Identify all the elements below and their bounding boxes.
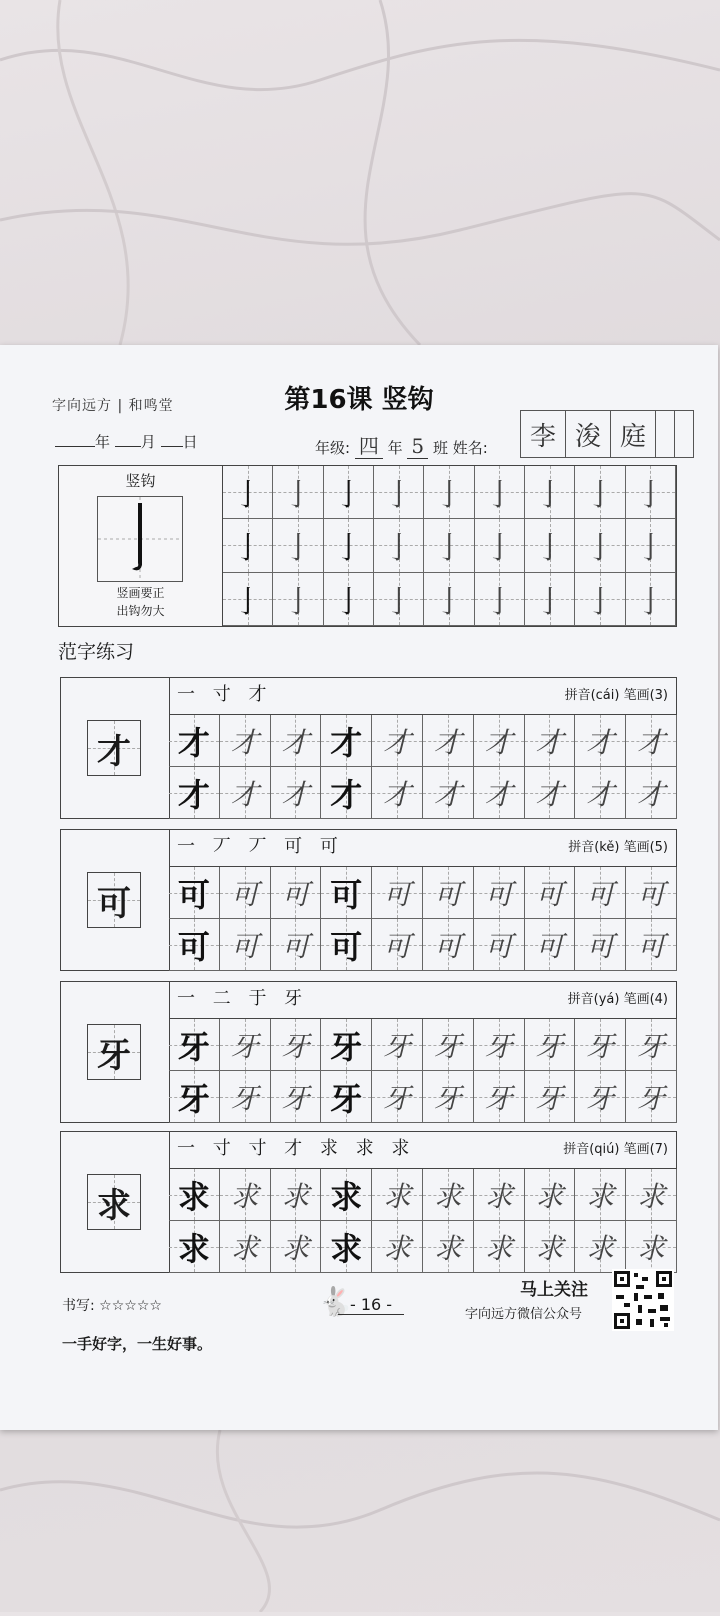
practice-handwritten-cell: 求 (372, 1169, 423, 1221)
char-block-ya (60, 981, 677, 1123)
practice-handwritten-cell: 才 (271, 715, 322, 767)
practice-handwritten-cell: 可 (575, 919, 626, 971)
name-char-2: 浚 (566, 411, 611, 457)
practice-model-cell: 可 (321, 919, 372, 971)
practice-handwritten-cell: 才 (423, 767, 474, 819)
practice-handwritten-cell: 牙 (525, 1071, 576, 1123)
practice-handwritten-cell: 才 (271, 767, 322, 819)
stroke-practice-cell: 亅 (424, 573, 474, 626)
stroke-practice-cell: 亅 (273, 519, 323, 572)
practice-handwritten-cell: 牙 (271, 1071, 322, 1123)
practice-handwritten-cell: 牙 (372, 1071, 423, 1123)
stroke-practice-cell: 亅 (475, 466, 525, 519)
practice-model-cell: 才 (321, 715, 372, 767)
date-day-label: 日 (182, 433, 198, 451)
brand-logo: 字向远方 | 和鸣堂 (52, 398, 174, 414)
follow-subtitle: 字向远方微信公众号 (465, 1307, 583, 1322)
stroke-practice-cell: 亅 (575, 573, 625, 626)
practice-model-cell: 求 (321, 1169, 372, 1221)
practice-handwritten-cell: 求 (423, 1221, 474, 1273)
date-month-label: 月 (140, 433, 156, 451)
name-char-5 (675, 411, 693, 457)
stroke-practice-cell: 亅 (626, 573, 676, 626)
practice-model-cell: 牙 (169, 1019, 220, 1071)
lesson-title: 第16课 竖钩 (284, 385, 434, 415)
page-number: - 16 - (338, 1295, 404, 1315)
practice-handwritten-cell: 才 (372, 715, 423, 767)
practice-handwritten-cell: 求 (271, 1169, 322, 1221)
stroke-practice-cell: 亅 (223, 519, 273, 572)
char-block-ke (60, 829, 677, 971)
practice-handwritten-cell: 才 (525, 767, 576, 819)
practice-handwritten-cell: 可 (474, 867, 525, 919)
stroke-tip-2: 出钩勿大 (116, 604, 165, 618)
practice-handwritten-cell: 可 (271, 919, 322, 971)
grade-label: 年级: (315, 439, 351, 457)
practice-handwritten-cell: 可 (220, 919, 271, 971)
practice-handwritten-cell: 可 (372, 919, 423, 971)
stroke-tip-1: 竖画要正 (116, 586, 165, 600)
stroke-panel-title: 竖钩 (125, 472, 156, 490)
stroke-demo-panel (58, 465, 223, 627)
stroke-practice-cell: 亅 (223, 573, 273, 626)
practice-grid-cai (169, 714, 677, 819)
stroke-order-ya: 一 二 于 牙 (177, 988, 309, 1009)
practice-model-cell: 可 (321, 867, 372, 919)
motto: 一手好字，一生好事。 (62, 1335, 213, 1353)
writing-score: 书写: ☆☆☆☆☆ (62, 1298, 162, 1314)
stroke-practice-cell: 亅 (374, 466, 424, 519)
name-char-3: 庭 (611, 411, 656, 457)
practice-handwritten-cell: 求 (626, 1169, 677, 1221)
practice-grid-ya (169, 1018, 677, 1123)
practice-handwritten-cell: 才 (423, 715, 474, 767)
practice-handwritten-cell: 求 (220, 1169, 271, 1221)
stroke-order-ke: 一 丆 丆 可 可 (177, 836, 344, 857)
practice-handwritten-cell: 才 (575, 715, 626, 767)
practice-handwritten-cell: 可 (423, 919, 474, 971)
model-char-cai: 才 (87, 720, 141, 776)
practice-handwritten-cell: 可 (474, 919, 525, 971)
practice-handwritten-cell: 牙 (626, 1019, 677, 1071)
practice-handwritten-cell: 才 (220, 767, 271, 819)
stroke-practice-grid (222, 465, 677, 627)
stroke-order-cai: 一 寸 才 (177, 684, 273, 705)
practice-handwritten-cell: 牙 (423, 1071, 474, 1123)
practice-handwritten-cell: 才 (525, 715, 576, 767)
stroke-practice-cell: 亅 (626, 466, 676, 519)
stroke-demo-diagram (97, 496, 183, 582)
practice-handwritten-cell: 牙 (372, 1019, 423, 1071)
stroke-practice-cell: 亅 (475, 573, 525, 626)
practice-handwritten-cell: 牙 (220, 1019, 271, 1071)
char-block-qiu (60, 1131, 677, 1273)
stroke-practice-cell: 亅 (324, 466, 374, 519)
date-line (55, 430, 198, 452)
worksheet-page (0, 345, 718, 1430)
practice-handwritten-cell: 可 (626, 919, 677, 971)
practice-handwritten-cell: 才 (626, 715, 677, 767)
model-char-qiu: 求 (87, 1174, 141, 1230)
stroke-practice-cell: 亅 (525, 466, 575, 519)
practice-handwritten-cell: 可 (271, 867, 322, 919)
stroke-practice-cell: 亅 (424, 466, 474, 519)
practice-handwritten-cell: 才 (372, 767, 423, 819)
stroke-practice-cell: 亅 (223, 466, 273, 519)
practice-handwritten-cell: 求 (271, 1221, 322, 1273)
stroke-practice-cell: 亅 (575, 466, 625, 519)
practice-grid-qiu (169, 1168, 677, 1273)
practice-model-cell: 才 (169, 767, 220, 819)
practice-handwritten-cell: 牙 (626, 1071, 677, 1123)
practice-handwritten-cell: 求 (575, 1169, 626, 1221)
stroke-practice-cell: 亅 (575, 519, 625, 572)
practice-handwritten-cell: 求 (423, 1169, 474, 1221)
stroke-practice-cell: 亅 (374, 573, 424, 626)
stroke-order-qiu: 一 寸 寸 才 求 求 求 (177, 1138, 416, 1159)
practice-handwritten-cell: 牙 (575, 1071, 626, 1123)
practice-model-cell: 可 (169, 919, 220, 971)
stroke-practice-cell: 亅 (525, 573, 575, 626)
stroke-practice-cell: 亅 (626, 519, 676, 572)
stroke-practice-cell: 亅 (424, 519, 474, 572)
practice-handwritten-cell: 求 (372, 1221, 423, 1273)
practice-handwritten-cell: 可 (220, 867, 271, 919)
practice-model-cell: 才 (169, 715, 220, 767)
practice-handwritten-cell: 才 (575, 767, 626, 819)
practice-model-cell: 求 (169, 1221, 220, 1273)
qr-code-icon[interactable] (612, 1269, 674, 1331)
stroke-practice-cell: 亅 (475, 519, 525, 572)
practice-handwritten-cell: 牙 (474, 1071, 525, 1123)
grade-value: 四 (355, 434, 383, 459)
practice-handwritten-cell: 牙 (525, 1019, 576, 1071)
quilt-background-bottom (0, 1430, 720, 1612)
class-name-label: 班 姓名: (432, 439, 488, 457)
practice-handwritten-cell: 牙 (474, 1019, 525, 1071)
practice-handwritten-cell: 才 (626, 767, 677, 819)
practice-handwritten-cell: 可 (525, 919, 576, 971)
practice-handwritten-cell: 才 (220, 715, 271, 767)
char-block-cai (60, 677, 677, 819)
name-char-4 (656, 411, 675, 457)
practice-model-cell: 才 (321, 767, 372, 819)
practice-model-cell: 求 (321, 1221, 372, 1273)
stroke-practice-cell: 亅 (273, 573, 323, 626)
practice-handwritten-cell: 牙 (220, 1071, 271, 1123)
practice-handwritten-cell: 可 (525, 867, 576, 919)
practice-handwritten-cell: 求 (474, 1221, 525, 1273)
practice-model-cell: 牙 (321, 1071, 372, 1123)
practice-handwritten-cell: 才 (474, 715, 525, 767)
pinyin-meta-ya: 拼音(yá) 笔画(4) (567, 992, 668, 1007)
practice-handwritten-cell: 牙 (271, 1019, 322, 1071)
model-char-ke: 可 (87, 872, 141, 928)
rabbit-icon: 🐇 (318, 1285, 353, 1318)
grade-year-suffix: 年 (387, 439, 403, 457)
practice-model-cell: 牙 (169, 1071, 220, 1123)
follow-title: 马上关注 (520, 1280, 588, 1300)
pinyin-meta-ke: 拼音(kě) 笔画(5) (568, 840, 668, 855)
pinyin-meta-cai: 拼音(cái) 笔画(3) (564, 688, 668, 703)
practice-model-cell: 可 (169, 867, 220, 919)
practice-grid-ke (169, 866, 677, 971)
section-title: 范字练习 (58, 641, 135, 663)
name-char-1: 李 (521, 411, 566, 457)
stroke-practice-cell: 亅 (374, 519, 424, 572)
grade-line (315, 430, 488, 459)
practice-handwritten-cell: 牙 (575, 1019, 626, 1071)
practice-handwritten-cell: 求 (525, 1169, 576, 1221)
practice-handwritten-cell: 可 (423, 867, 474, 919)
stroke-practice-cell: 亅 (324, 519, 374, 572)
pinyin-meta-qiu: 拼音(qiú) 笔画(7) (563, 1142, 668, 1157)
model-char-ya: 牙 (87, 1024, 141, 1080)
practice-handwritten-cell: 可 (372, 867, 423, 919)
practice-handwritten-cell: 求 (525, 1221, 576, 1273)
practice-handwritten-cell: 牙 (423, 1019, 474, 1071)
practice-handwritten-cell: 可 (575, 867, 626, 919)
stroke-practice-cell: 亅 (525, 519, 575, 572)
practice-handwritten-cell: 求 (220, 1221, 271, 1273)
student-name-grid (520, 410, 694, 458)
practice-model-cell: 求 (169, 1169, 220, 1221)
quilt-background-top (0, 0, 720, 345)
class-value: 5 (407, 434, 428, 459)
practice-handwritten-cell: 可 (626, 867, 677, 919)
practice-handwritten-cell: 求 (575, 1221, 626, 1273)
practice-model-cell: 牙 (321, 1019, 372, 1071)
stroke-practice-cell: 亅 (324, 573, 374, 626)
date-year-label: 年 (95, 433, 111, 451)
practice-handwritten-cell: 才 (474, 767, 525, 819)
stroke-practice-cell: 亅 (273, 466, 323, 519)
practice-handwritten-cell: 求 (474, 1169, 525, 1221)
practice-handwritten-cell: 求 (626, 1221, 677, 1273)
